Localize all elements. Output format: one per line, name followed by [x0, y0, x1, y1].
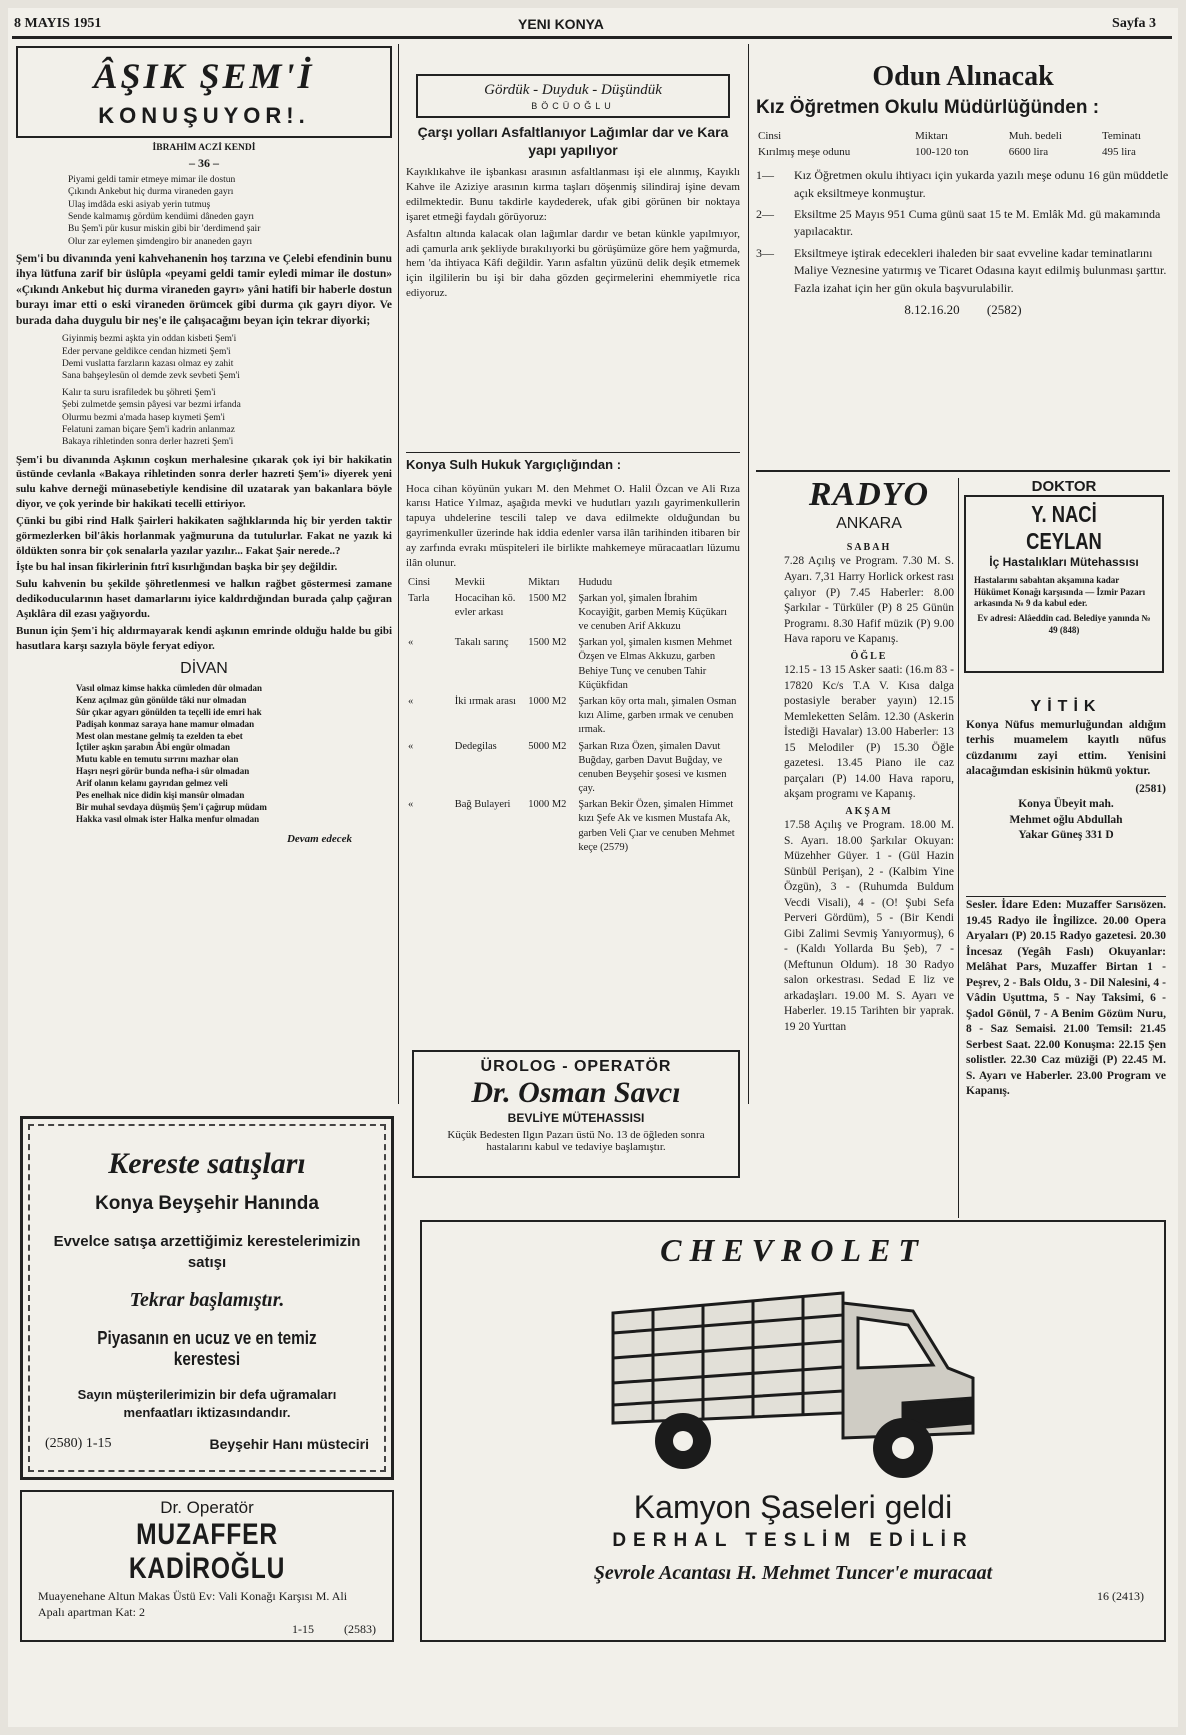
ad-ref: (2580) 1-15 [45, 1436, 112, 1452]
verse-line: Sende kalmamış gördüm kendümi dâneden gayrı [68, 211, 254, 222]
verse-line: Bakaya rihletinden sonra derler hazreti Şem'i [62, 437, 234, 448]
cell: « [408, 695, 414, 707]
chevrolet-brand: CHEVROLET [660, 1232, 926, 1268]
radyo-program [784, 476, 954, 1220]
author: İBRAHİM ACZİ KENDİ [152, 143, 256, 154]
cell: Takalı sarınç [454, 637, 509, 649]
truck-illustration [573, 1273, 1013, 1483]
ad-ref: 8.12.16.20 [904, 301, 960, 317]
sulh-hukuk-notice [406, 456, 740, 1046]
yitik-sign: Yakar Güneş 331 D [1018, 829, 1114, 842]
kereste-ad [20, 1116, 394, 1480]
verse-line: Mutu kable en temutu sırrını mazhar olan [76, 754, 239, 765]
cell: Şarkan Rıza Özen, şimalen Davut Buğday, garben Davut Buğday, ve cenuben Beyşehir şosesi ve kısmen çay. [578, 740, 727, 795]
radyo-title: RADYO [808, 476, 930, 513]
cell: « [408, 637, 414, 649]
kereste-line: Piyasanın en ucuz ve en temiz kerestesi [97, 1328, 317, 1369]
ad-ref: 1-15 [292, 1622, 314, 1637]
cell: Şarkan yol, şimalen İbrahim Kocayiğit, garben Memiş Küçükarı ve cenuben Arif Akkuzu [578, 592, 728, 633]
ad-ref: (2581) [1135, 782, 1166, 795]
cell: Şarkan yol, şimalen kısmen Mehmet Özşen ve Elmas Akkuzu, garben Behiye Tunç ve cenuben Tahir Küçükfidan [578, 637, 732, 691]
cell: 6600 lira [1008, 146, 1049, 159]
verse-line: Hakka vasıl olmak ister Halka menfur olmadan [76, 813, 260, 824]
yitik-title: YİTİK [1030, 698, 1102, 715]
gordum-article [406, 46, 740, 456]
muzaffer-name: MUZAFFER KADİROĞLU [128, 1518, 286, 1585]
verse-line: Arif olanın kelamı gayrıdan gelmez veli [76, 778, 228, 789]
part-number: – 36 – [189, 155, 219, 170]
muzaffer-refs [38, 1622, 376, 1637]
column-header: Cinsi [758, 129, 782, 142]
paper-name: YENI KONYA [518, 16, 604, 32]
paragraph: Konya Nüfus memurluğundan aldığım terhis muamelem kayıtlı nüfus cüzdanımı zayi ettim. Yenisini alacağımdan eskisinin hükmü yoktur. [966, 718, 1166, 778]
list-item [756, 206, 1170, 241]
verse-block-2 [16, 333, 392, 382]
verse-line: Padişah konmaz saraya hane mamur olmadan [76, 718, 255, 729]
table-header [406, 575, 740, 591]
cell: Bağ Bulayeri [454, 799, 511, 811]
kereste-title: Kereste satışları [108, 1147, 306, 1180]
paragraph: Sesler. İdare Eden: Muzaffer Sarısözen. 19.45 Radyo ile İngilizce. 20.00 Opera Aryaları (P) 20.15 Radyo gazetesi. 20.30 İncesaz (Yegâh Faslı) Okuyanlar: Melâhat Pars, Muzaffer Birtan 1 - Peşrev, 2 - Bals Oldu, 3 - Dil Nalesini, 4 - Vâdin Uşuttma, 5 - Nay Taksimi, 6 - Şadol Gönül, 7 - A Benim Gözüm Nuru, 8 - Saz Semaisi. 21.00 Temsil: 21.45 Serbest Saat. 22.00 Konuşma: 22.15 Şen solistler. 22.30 Caz müziği (P) 22.45 M. S. Ayarı ve Haberler. 23.00 Program ve Kapanış. [966, 899, 1166, 1098]
verse-line: Çıkındı Ankebut hiç durma viraneden gayrı [68, 187, 234, 198]
chevrolet-agency: Şevrole Acantası H. Mehmet Tuncer'e muracaat [593, 1562, 993, 1584]
paragraph: 12.15 - 13 15 Asker saati: (16.m 83 - 17820 Kc/s T.A V. Kısa dalga postasiyle beraber yayın) 12.15 Memleketten Selâm. 12.30 (Askerin İstediği Havalar) 13.00 Haberler: 13 15 Melodiler (P) 15.30 Öğle gazetesi. 13.45 Piano ile caz parçaları (P) 14.00 Hava raporu, akşam programı ve Kapanış. [784, 664, 954, 801]
table-row [406, 797, 740, 856]
item-text: Kız Öğretmen okulu ihtiyacı için yukarda yazılı meşe odunu 16 gün müddetle açık eksiltmeye konmuştur. [794, 168, 1169, 200]
kereste-line: Sayın müşterilerimizin bir defa uğramaları menfaatları iktizasındandır. [77, 1387, 337, 1421]
list-item [756, 167, 1170, 202]
column-header: Mevkii [454, 576, 486, 588]
doktor-ad [964, 478, 1164, 678]
cell: 1000 M2 [528, 695, 567, 707]
column-author: BÖCÜOĞLU [531, 101, 615, 112]
divan-verses [16, 683, 392, 826]
doktor-address: Ev adresi: Alâeddin cad. Belediye yanında № 49 (848) [977, 613, 1151, 635]
issue-date: 8 MAYIS 1951 [14, 16, 102, 31]
column-header: Muh. bedeli [1008, 129, 1062, 142]
verse-line: Demi vuslatta farzların kazası olmaz ey zahit [62, 359, 234, 370]
cell: Tarla [408, 592, 430, 604]
asik-semi-article [16, 46, 392, 1111]
cell: Şarkan köy orta malı, şimalen Osman kızı Alime, garben ırmak ve cenuben ırmak. [578, 695, 737, 736]
divan-title: DİVAN [180, 659, 228, 677]
section-rule [756, 470, 1170, 472]
item-number: 3— [756, 245, 774, 260]
urolog-pre: ÜROLOG - OPERATÖR [480, 1058, 672, 1075]
table-row [406, 591, 740, 636]
column-rule [748, 44, 749, 1104]
paragraph: Sulu kahvenin bu şekilde şöhretlenmesi ve halkın rağbet göstermesi zamane dedikoducularının haset damarlarını iyice kaldırdığından burada çalıp çağıran Aşıklâra dil ezası yağıyordu. [16, 578, 392, 620]
notice-title: Odun Alınacak [872, 61, 1054, 92]
urolog-text: Küçük Bedesten Ilgın Pazarı üstü No. 13 de öğleden sonra hastalarını kabul ve tedaviye başlamıştır. [447, 1128, 705, 1153]
verse-line: Vasıl olmaz kimse hakka cümleden dûr olmadan [76, 683, 263, 694]
kereste-subtitle: Konya Beyşehir Hanında [95, 1193, 319, 1214]
page-number: Sayfa 3 [1112, 16, 1156, 31]
cell: Dedegilas [454, 740, 497, 752]
paragraph: Şem'i bu divanında yeni kahvehanenin hoş tarzına ve Çelebi efendinin bunu ihya lütfuna zarif bir üslûpla «peyami geldi tamir eyledi mimar ile dostun» «Çıkındı Ankebut hiç durma viraneden gayrı» yâni hatifi bir haberle dostun burayı imar etti o eski viraneden örümcek gibi durma çık gayrı diyor. Ve burada daha duygulu bir neş'e ile çalışacağını beyan için tekrar diyorki; [16, 252, 392, 327]
doktor-box [964, 495, 1164, 673]
ad-ref: 16 (2413) [1097, 1589, 1144, 1603]
cell: İki ırmak arası [454, 695, 516, 707]
odun-refs [756, 301, 1170, 319]
kereste-line: Tekrar başlamıştır. [129, 1289, 285, 1311]
article-title-box [16, 46, 392, 138]
cell: 1500 M2 [528, 592, 567, 604]
item-number: 1— [756, 168, 774, 183]
radyo-city: ANKARA [836, 515, 902, 533]
cell: 5000 M2 [528, 740, 567, 752]
paragraph: İşte bu hal insan fikirlerinin fıtrî kısırlığından başka bir şey değildir. [16, 561, 338, 574]
cell: 1000 M2 [528, 799, 567, 811]
article-title: ÂŞIK ŞEM'İ [93, 56, 315, 96]
paragraph: Çünki bu gibi rind Halk Şairleri hakikaten sağlıklarında hiç bir yerden taktir görmezlerken bil'âkis horlanmak yağmuruna da tutulurlar. Fakat ne yazık ki öldükten sonra bir çok senalarla yazılar yazılır... Fakat Şair nerede..? [16, 514, 392, 557]
radyo-continued [966, 898, 1166, 1218]
verse-line: Olurmu bezmi a'mada hasep kıymeti Şem'i [62, 412, 226, 423]
chevrolet-subline: DERHAL TESLİM EDİLİR [612, 1530, 974, 1551]
chevrolet-ad [420, 1220, 1166, 1642]
paragraph: 7.28 Açılış ve Program. 7.30 M. S. Ayarı. 7,31 Harry Horlick orkest rası çalıyor (P) 7.45 Haberler: 8.00 Şarkılar - Türküler (P) 8 25 Günün Programı. 8.30 Hafif müzik (P) 9.00 Hava raporu ve Kapanış. [784, 555, 954, 646]
verse-line: Sana bahşeylesün ol demde zevk sevbeti Şem'i [62, 371, 240, 382]
notice-subtitle: Kız Öğretmen Okulu Müdürlüğünden : [756, 96, 1100, 118]
table-row [756, 144, 1170, 161]
verse-line: Kenz açılmaz gûn gönülde tâki nur olmadan [76, 694, 247, 705]
section-heading: AKŞAM [845, 805, 893, 817]
muzaffer-address: Muayenehane Altun Makas Üstü Ev: Vali Konağı Karşısı M. Ali Apalı apartman Kat: 2 [38, 1589, 348, 1620]
verse-line: Bu Şem'i pür kusur miskin gibi bir 'derdimend şair [68, 224, 261, 235]
cell: 495 lira [1101, 146, 1136, 159]
item-number: 2— [756, 207, 774, 222]
cell: Hocacihan kö. evler arkası [454, 592, 516, 618]
cell: 1500 M2 [528, 637, 567, 649]
muzaffer-ad [20, 1490, 394, 1642]
odun-items [756, 167, 1170, 297]
column-rule [958, 478, 959, 1218]
column-rule [398, 44, 399, 1104]
ad-ref: (2582) [986, 301, 1022, 317]
verse-line: Bir muhal sevdaya düşmüş Şem'i çağırup müdam [76, 801, 267, 812]
verse-line: Felatuni zaman biçare Şem'i kadrin anlanmaz [62, 424, 235, 435]
odun-notice [756, 58, 1170, 468]
cell: « [408, 740, 414, 752]
verse-line: Mest olan mestane gelmiş ta ezelden ta ebet [76, 730, 243, 741]
yitik-sign: Konya Übeyit mah. [1018, 798, 1114, 811]
verse-line: Eder pervane geldikce cendan hizmeti Şem'i [62, 346, 231, 357]
urolog-specialty: BEVLİYE MÜTEHASSISI [507, 1110, 645, 1125]
article-headline: Çarşı yolları Asfaltlanıyor Lağımlar dar ve Kara yapı yapılıyor [417, 124, 729, 158]
section-heading: SABAH [846, 541, 892, 553]
column-header: Miktarı [914, 129, 948, 142]
chevrolet-headline: Kamyon Şaseleri geldi [633, 1489, 953, 1525]
table-header [756, 128, 1170, 145]
verse-line: Sûr çıkar agyarı gönülden ta teçelli ide emri hak [76, 706, 262, 717]
column-header-box [416, 74, 730, 118]
doktor-name: Y. NACİ CEYLAN [1026, 501, 1102, 554]
verse-block-1 [16, 174, 392, 248]
cell: Şarkan Bekir Özen, şimalen Himmet kızı Şefe Ak ve kısmen Mustafa Ak, garben Veli Çıar ve cenuben Mehmet keçe (2579) [578, 799, 735, 853]
verse-line: Giyinmiş bezmi aşkta yin oddan kisbeti Şem'i [62, 334, 237, 345]
urolog-name: Dr. Osman Savcı [471, 1076, 681, 1109]
verse-line: Kalır ta suru israfiledek bu şöhreti Şem'i [62, 387, 216, 398]
urolog-ad [412, 1050, 740, 1178]
cell: 100-120 ton [914, 146, 969, 159]
kereste-line: Evvelce satışa arzettiğimiz kerestelerimizin satışı [53, 1233, 361, 1271]
column-header: Hududu [578, 576, 613, 588]
kereste-footer [45, 1436, 369, 1452]
column-title: Gördük - Duyduk - Düşündük [484, 82, 662, 98]
verse-line: Pes enelhak nice didin kişi mansûr olmadan [76, 789, 245, 800]
column-header: Teminatı [1101, 129, 1141, 142]
section-rule [966, 896, 1166, 897]
section-heading: ÖĞLE [850, 650, 888, 662]
verse-line: Piyami geldi tamir etmeye mimar ile dostun [68, 174, 236, 185]
doktor-label: DOKTOR [1031, 478, 1097, 495]
property-table [406, 575, 740, 856]
paragraph: Asfaltın altında kalacak olan lağımlar dardır ve betan künkle yapılmıyor, adi çamurla arık şekliyde bırakılıyorki bu görüşümüze göre hem yağmurda, hem 'da ihtiyaca Kâfi değildir. Yarın asfaltın yüzünü delik deşik etmemek için ilgililerin bu işi bir daha gözden geçirmelerini ehemmiyetle rica ediyoruz. [406, 227, 740, 300]
paragraph: Hoca cihan köyünün yukarı M. den Mehmet O. Halil Özcan ve Ali Rıza karısı Hatice Yılmaz, aşağıda mevki ve hudutları yazılı gayrimenkullerin tapuya uhdelerine tescili talep ve dava edilmekte olduğundan bu gayrimenkuller üzerinde hak iddia edenler varsa ilân tarihinden itibaren bir ay zarfında evrakı müspiteleri ile birlikte mahkemeye müracaatları lüzumu ilân olunur. [406, 482, 740, 569]
newspaper-page [8, 8, 1178, 1727]
table-row [406, 635, 740, 694]
item-text: Eksiltme 25 Mayıs 951 Cuma günü saat 15 te M. Emlâk Md. gü makamında yapılacaktır. [794, 207, 1161, 239]
yitik-sign: Mehmet oğlu Abdullah [1009, 813, 1123, 826]
paragraph: 17.58 Açılış ve Program. 18.00 M. S. Ayarı. 18.00 Şarkılar Okuyan: Müzehher Güyer. 1 - (Gül Hazin Sünbül Perişan), 2 - (Kalbim Yine Özgün), 3 - (Ruhumda Buldum Vecdi Visali), 4 - (O! Şubi Sefa Perveri Gördüm), 5 - (Bir Kendi Gibi Zalimi Sevmiş Yanıyormuş), 6 - (Kaldı Yollarda Bu Şeb), 7 - (Meftunun Oldum). 18 30 Radyo salon orkestrası. Sedad E liz ve arkadaşları. 19.00 M. S. Ayarı ve Haberler. 19.15 Tarihten bir yaprak. 19 20 Yurttan [784, 819, 954, 1033]
cell: « [408, 799, 414, 811]
verse-line: Haşrı neşri görür bunda nefha-i sûr olmadan [76, 766, 250, 777]
muzaffer-pre: Dr. Operatör [160, 1498, 254, 1517]
column-header: Cinsi [408, 576, 431, 588]
verse-line: İçtiler aşkın şarabın Âbi engür olmadan [76, 742, 230, 753]
verse-block-3 [16, 387, 392, 449]
item-text: Eksiltmeye iştirak edecekleri ihaleden bir saat evveline kadar teminatlarını Maliye Veznesine yatırmış ve Ticaret Odasına kayıt edilmiş bulunması şarttır. Fazla izahat için her gün okula başvurulabilir. [794, 245, 1167, 295]
yitik-notice [966, 696, 1166, 896]
cell: Kırılmış meşe odunu [758, 146, 851, 159]
ad-ref: (2583) [344, 1622, 376, 1637]
paragraph: Şem'i bu divanında Aşkının coşkun merhalesine çıkarak çok iyi bir hakikatin üstünde cevlanla «Bakaya rihletinden sonra derler hazreti Şem'i» diyerek yeni sulu kahve derneği münasebetiyle kendisine dil uzatarak yan bakanlara böyle diyor, ve çok yerinde bir hakikati tecelli ettiriyor. [16, 453, 392, 511]
article-subtitle: KONUŞUYOR!. [98, 102, 310, 128]
table-row [406, 694, 740, 739]
verse-line: Olur zar eylemen şimdengiro bir ananeden gayrı [68, 236, 253, 247]
column-header: Miktarı [528, 576, 560, 588]
odun-table [756, 128, 1170, 162]
kereste-sign: Beyşehir Hanı müsteciri [209, 1436, 369, 1453]
table-row [406, 739, 740, 798]
doktor-text: Hastalarını sabahtan akşamına kadar Hükümet Konağı karşısında — İzmir Pazarı arkasında № 9 da kabul eder. [974, 575, 1146, 609]
continued-note: Devam edecek [286, 832, 352, 845]
list-item [756, 245, 1170, 297]
paragraph: Kayıklıkahve ile işbankası arasının asfaltlanması işi ele alınmış, Kayıklı Kahve ile Aziziye arasının kırma taşları döşenmiş silindiraj işine devam edilmektedir. Bunu takdirle kaydederek, ufak gibi görünen bir noktaya işaret etmeği faydalı görüyoruz: [406, 166, 740, 223]
verse-line: Şebi zulmetde şemsin pâyesi var bezmi irfanda [62, 400, 241, 411]
masthead-rule [12, 36, 1172, 39]
paragraph: Bunun için Şem'i hiç aldırmayarak kendi aşkının emrinde olduğu halde bu gibi hasutlara karşı sazıyla böyle feryat ediyor. [16, 624, 392, 652]
verse-line: Ulaş imdâda eski asiyab yerin tutmuş [68, 199, 211, 210]
notice-title: Konya Sulh Hukuk Yargıçlığından : [406, 457, 622, 472]
doktor-specialty: İç Hastalıkları Mütehassısı [989, 555, 1139, 569]
section-rule [406, 452, 740, 453]
